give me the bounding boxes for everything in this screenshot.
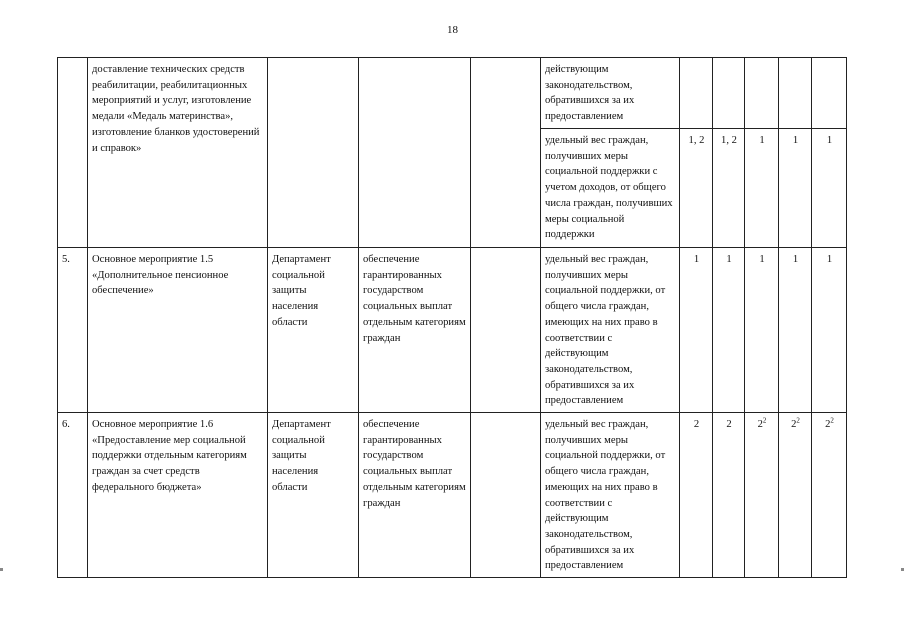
value-text: 2	[693, 419, 700, 430]
value-cell	[680, 413, 713, 578]
value-text: 2	[757, 419, 763, 430]
row-number: 5.	[58, 248, 88, 413]
row-number	[58, 58, 88, 248]
indicator-cell: удельный вес граждан, получивших меры социальной поддержки, от общего числа граждан, имеющих на них право в соответствии с действующим законодательством, обратившихся за их предоставлением	[541, 248, 680, 413]
value-cell	[745, 58, 779, 129]
value-text: 2	[791, 419, 797, 430]
value-cell	[779, 58, 812, 129]
value-cell: 1	[812, 129, 847, 248]
value-cell: 1, 2	[680, 129, 713, 248]
empty-cell	[471, 58, 541, 248]
value-text: 2	[825, 419, 831, 430]
value-cell: 1	[680, 248, 713, 413]
footnote-mark: 2	[830, 416, 834, 425]
value-text: 2	[726, 419, 732, 430]
value-cell: 1	[812, 248, 847, 413]
value-cell	[779, 413, 812, 578]
value-cell	[713, 413, 745, 578]
value-cell: 1	[745, 248, 779, 413]
executor-cell: Департамент социальной защиты населения области	[268, 413, 359, 578]
value-cell	[812, 58, 847, 129]
value-cell	[713, 58, 745, 129]
measure-cell: Основное мероприятие 1.5 «Дополнительное пенсионное обеспечение»	[88, 248, 268, 413]
result-cell	[359, 58, 471, 248]
value-cell	[745, 413, 779, 578]
result-cell: обеспечение гарантированных государством социальных выплат отдельным категориям граждан	[359, 248, 471, 413]
measure-cell: Основное мероприятие 1.6 «Предоставление мер социальной поддержки отдельным категориям граждан за счет средств федерального бюджета»	[88, 413, 268, 578]
indicator-cell: действующим законодательством, обратившихся за их предоставлением	[541, 58, 680, 129]
row-number: 6.	[58, 413, 88, 578]
result-cell: обеспечение гарантированных государством социальных выплат отдельным категориям граждан	[359, 413, 471, 578]
value-cell	[812, 413, 847, 578]
measure-cell: доставление технических средств реабилитации, реабилитационных мероприятий и услуг, изготовление медали «Медаль материнства», изготовление бланков удостоверений и справок»	[88, 58, 268, 248]
indicator-cell: удельный вес граждан, получивших меры социальной поддержки с учетом доходов, от общего числа граждан, получивших меры социальной поддержки	[541, 129, 680, 248]
empty-cell	[471, 248, 541, 413]
table-row	[58, 413, 847, 578]
value-cell: 1	[745, 129, 779, 248]
indicator-cell: удельный вес граждан, получивших меры социальной поддержки, от общего числа граждан, имеющих на них право в соответствии с действующим законодательством, обратившихся за их предоставлением	[541, 413, 680, 578]
empty-cell	[471, 413, 541, 578]
footnote-mark: 2	[796, 416, 800, 425]
footnote-mark: 2	[762, 416, 767, 425]
value-cell: 1	[713, 248, 745, 413]
executor-cell: Департамент социальной защиты населения области	[268, 248, 359, 413]
executor-cell	[268, 58, 359, 248]
scan-mark	[901, 568, 904, 571]
value-cell: 1	[779, 129, 812, 248]
value-cell	[680, 58, 713, 129]
scan-mark	[0, 568, 3, 571]
value-cell: 1, 2	[713, 129, 745, 248]
table-row	[58, 248, 847, 413]
table-row	[58, 58, 847, 129]
value-cell: 1	[779, 248, 812, 413]
page-number: 18	[447, 24, 458, 36]
indicators-table	[57, 57, 847, 578]
